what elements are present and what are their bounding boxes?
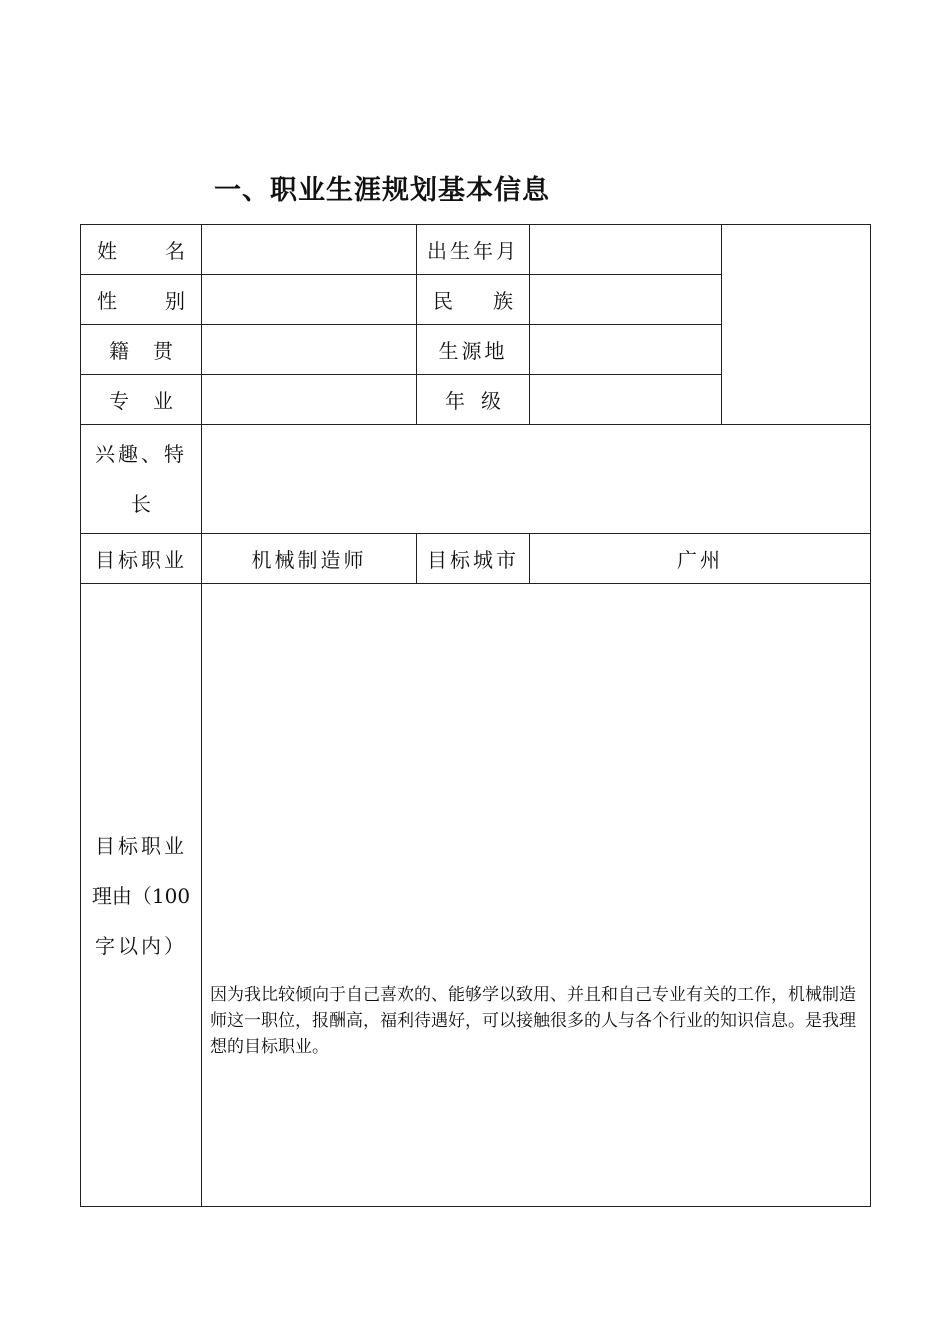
- target-city-field[interactable]: 广州: [530, 534, 871, 584]
- reason-text: 因为我比较倾向于自己喜欢的、能够学以致用、并且和自己专业有关的工作，机械制造师这一职位，报酬高，福利待遇好，可以接触很多的人与各个行业的知识信息。是我理想的目标职业。: [210, 985, 856, 1057]
- interests-field[interactable]: [202, 425, 871, 534]
- ethnicity-field[interactable]: [530, 275, 722, 325]
- reason-label: 目标职业 理由（100 字以内）: [81, 584, 202, 1207]
- grade-label: 年 级: [417, 375, 530, 425]
- basic-info-table: [80, 224, 871, 1207]
- target-job-label: 目标职业: [81, 534, 202, 584]
- target-job-field[interactable]: 机械制造师: [202, 534, 417, 584]
- native-place-field[interactable]: [202, 325, 417, 375]
- interests-label: 兴趣、特 长: [81, 425, 202, 534]
- origin-field[interactable]: [530, 325, 722, 375]
- ethnicity-label: 民 族: [417, 275, 530, 325]
- gender-label: 性 别: [81, 275, 202, 325]
- major-field[interactable]: [202, 375, 417, 425]
- target-city-label: 目标城市: [417, 534, 530, 584]
- name-field[interactable]: [202, 225, 417, 275]
- birth-label: 出生年月: [417, 225, 530, 275]
- reason-field[interactable]: [202, 584, 871, 1207]
- photo-box: [722, 225, 871, 425]
- origin-label: 生源地: [417, 325, 530, 375]
- name-label: 姓 名: [81, 225, 202, 275]
- native-place-label: 籍 贯: [81, 325, 202, 375]
- major-label: 专 业: [81, 375, 202, 425]
- gender-field[interactable]: [202, 275, 417, 325]
- birth-field[interactable]: [530, 225, 722, 275]
- page-title: 一、职业生涯规划基本信息: [214, 175, 550, 206]
- grade-field[interactable]: [530, 375, 722, 425]
